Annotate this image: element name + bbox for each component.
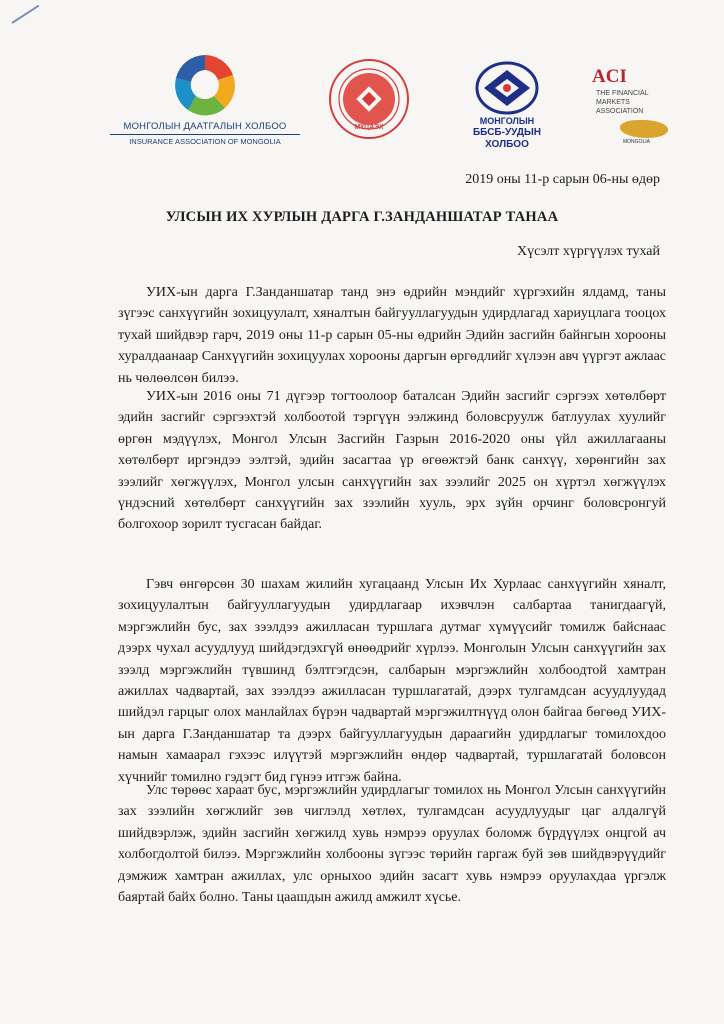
- insurance-logo-english: INSURANCE ASSOCIATION OF MONGOLIA: [110, 134, 300, 146]
- aci-logo-name: ACI: [592, 66, 627, 87]
- bbsb-logo-line2: ББСБ-УУДЫН: [472, 127, 542, 138]
- insurance-association-logo: [110, 48, 305, 153]
- mongolia-map-icon: [620, 120, 668, 138]
- letter-title: УЛСЫН ИХ ХУРЛЫН ДАРГА Г.ЗАНДАНШАТАР ТАНАА: [165, 209, 559, 225]
- letter-paragraph: Улс төрөөс хараат бус, мэргэжлийн удирдлагыг томилох нь Монгол Улсын санхүүгийн зах зээлийн хөгжлийг зөв чиглэлд хөтлөх, тулгамдсан асуудлуудыг цаг алдалгүй шийдвэрлэж, эдийн засгийн хөгжилд хувь нэмрээ оруулах боломж бүрдүүлэх онцгой ач холбогдолтой билээ. Мэргэжлийн холбооны зүгээс төрийн гаргаж буй зөв шийдвэрүүдийг дэмжиж хамтран ажиллах, улс орныхоо эдийн засагт хувь нэмрээ оруулахдаа үргэлж баяртай байх болно. Таны цаашдын ажилд амжилт хүсье.: [118, 783, 666, 906]
- letter-subject: Хүсэлт хүргүүлэх тухай: [516, 244, 660, 259]
- letter-date: 2019 оны 11-р сарын 06-ны өдөр: [465, 172, 660, 187]
- header-logos: [110, 48, 670, 153]
- bbsb-emblem-icon: [462, 60, 552, 116]
- bbsb-logo-line3: ХОЛБОО: [485, 139, 529, 150]
- bbsb-logo-line1: МОНГОЛЫН: [479, 116, 535, 126]
- letter-paragraph: УИХ-ын дарга Г.Занданшатар танд энэ өдрийн мэндийг хүргэхийн ялдамд, таны зүгээс санхүүгийн зохицуулалт, хяналтын байгууллагуудын удирдлагад хариуцлага тооцох тухай шийдвэр гарч, 2019 оны 11-р сарын 05-ны өдрийн Эдийн засгийн байнгын хорооны хуралдаанаар Санхүүгийн зохицуулах хорооны даргын өргөдлийг хүлээн авч үүргэт ажлаас нь чөлөөлсөн билээ.: [118, 285, 666, 386]
- bbsb-association-logo: [462, 60, 552, 152]
- insurance-logo-name: МОНГОЛЫН ДААТГАЛЫН ХОЛБОО: [123, 121, 287, 132]
- insurance-swirl-icon: [170, 50, 240, 120]
- aci-logo-country: MONGOLIA: [623, 139, 650, 145]
- scan-mark: [11, 5, 39, 24]
- aci-logo: [590, 66, 675, 148]
- securities-seal-text: МҮЦАЭХ: [354, 124, 384, 131]
- aci-logo-subtitle: THE FINANCIAL MARKETS ASSOCIATION: [596, 90, 649, 115]
- letter-paragraph: УИХ-ын 2016 оны 71 дүгээр тогтоолоор баталсан Эдийн засгийг сэргээх хөтөлбөрт эдийн засгийг сэргээхтэй холбоотой тэргүүн ээлжинд боловсруулж батлуулах хуулийг өргөн мэдүүлэх, Монгол Улсын Засгийн Газрын 2016-2020 оны үйл ажиллагааны хөтөлбөрт иргэндээ ээлтэй, эдийн засагтаа үр өгөөжтэй банк санхүү, хөрөнгийн зах зээлийг хөгжүүлэх, Монгол улсын санхүүгийн зах зээлийг 2025 он хүртэл хөгжүүлэх үндэсний хөтөлбөрт санхүүгийн зах зээлийн хууль, эрх зүйн орчинг боловсронгуй болгохоор зорилт тусгасан байдаг.: [118, 389, 666, 533]
- securities-dealers-logo: [328, 58, 410, 140]
- letter-paragraph: Гэвч өнгөрсөн 30 шахам жилийн хугацаанд Улсын Их Хурлаас санхүүгийн хяналт, зохицуулалтын байгууллагуудын удирдлагаар ихэвчлэн салбартаа танигдаагүй, мэргэжлийн бус, зах зээлдээ ажилласан туршлага дутмаг хүмүүсийг томилж байснаас дээрх чухал асуудлууд шийдэгдэхгүй өнөөдрийг хүрлээ. Монголын Улсын санхүүгийн зах зээлд мэргэжлийн түвшинд бэлтгэгдсэн, салбарын мэргэжлийн холбоодтой хамтран ажиллах чадвартай, зах зээлдээ ажилласан туршлагатай, дээрх тулгамдсан асуудлуудад шийдэл гарцыг олох манлайлах бүрэн чадвартай мэргэжилтнүүд олон байгаа бөгөөд УИХ-ын дарга Г.Занданшатар та дээрх байгууллагуудын дараагийн удирдлагыг томилохдоо намын хамаарал гэхээс илүүтэй мэргэжлийн өндөр чадвартай, туршлагатай боловсон хүчнийг томилно гэдэгт бид гүнээ итгэж байна.: [118, 577, 666, 785]
